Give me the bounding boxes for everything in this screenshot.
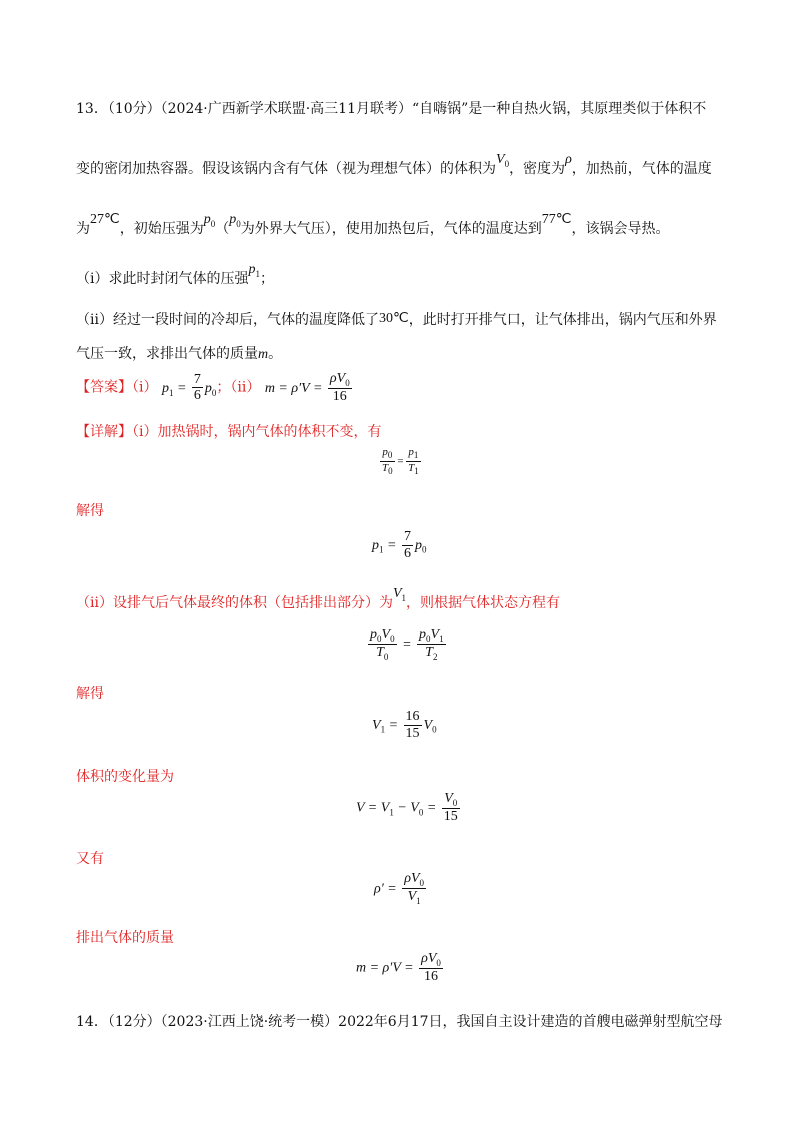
q13-line2: 变的密闭加热容器。假设该锅内含有气体（视为理想气体）的体积为$V_0$，密度为ρ，加热前，气体的温度 [76,152,712,177]
jiede-2: 解得 [76,686,104,702]
detail-ii-line: （ⅱ）设排气后气体最终的体积（包括排出部分）为$V_1$，则根据气体状态方程有 [76,586,561,611]
q13-line3: 为27℃，初始压强为$p_0(p_0$为外界大气压），使用加热包后，气体的温度达到77℃，该锅会导热。 [76,212,670,237]
q13-part2-line2: 气压一致，求排出气体的质量m。 [76,346,283,362]
answer-label: 【答案】 [76,379,132,396]
formula-p1: $p_1$ = $\frac{7}{6}$ $p_0$ [372,529,427,561]
q13-header: 13．（10分）（2024·广西新学术联盟·高三11月联考）“自嗨锅”是一种自热火锅，其原理类似于体积不 [76,101,707,117]
paichu-label: 排出气体的质量 [76,930,174,946]
q13-part2-line1: （ⅱ）经过一段时间的冷却后，气体的温度降低了30℃，此时打开排气口，让气体排出，锅内气压和外界 [76,311,717,328]
formula-isochoric: $\frac{p_0}{T_0}$ = $\frac{p_1}{T_1}$ [382,446,419,476]
youyou-label: 又有 [76,851,104,867]
rho-symbol: ρ [565,152,572,167]
formula-delta-v: $V = V_1 - V_0$ = $\frac{V_0}{15}$ [356,791,458,825]
answer-formula-1: $p_1$ = $\frac{7}{6}$ $p_0$ [161,371,217,404]
formula-rho-prime: ρ′ = $\frac{\rho V_0}{V_1}$ [374,871,425,907]
change-label: 体积的变化量为 [76,769,174,785]
formula-v1: $V_1$ = $\frac{16}{15}$ $V_0$ [372,709,437,741]
v0-symbol: $V_0$ [496,152,510,169]
q13-part1: （ⅰ）求此时封闭气体的压强$p_1$； [76,262,274,287]
jiede-1: 解得 [76,503,104,519]
answer-formula-2: m = ρ′V = $\frac{\rho V_0}{16}$ [264,371,350,405]
q14-header: 14．（12分）（2023·江西上饶·统考一模）2022年6月17日，我国自主设计建造的首艘电磁弹射型航空母 [76,1014,723,1030]
formula-state-equation: $\frac{p_0V_0}{T_0}$ = $\frac{p_0V_1}{T_2}$ [370,627,444,663]
detail-label: 【详解】 [76,424,132,440]
detail-line: 【详解】（ⅰ）加热锅时，锅内气体的体积不变，有 [76,424,382,440]
formula-mass: m = ρ′V = $\frac{\rho V_0}{16}$ [356,951,441,985]
answer-line: 【答案】（ⅰ） $p_1$ = $\frac{7}{6}$ $p_0$；（ⅱ） m = ρ′V = $\frac{\rho V_0}{16}$ [76,372,354,405]
